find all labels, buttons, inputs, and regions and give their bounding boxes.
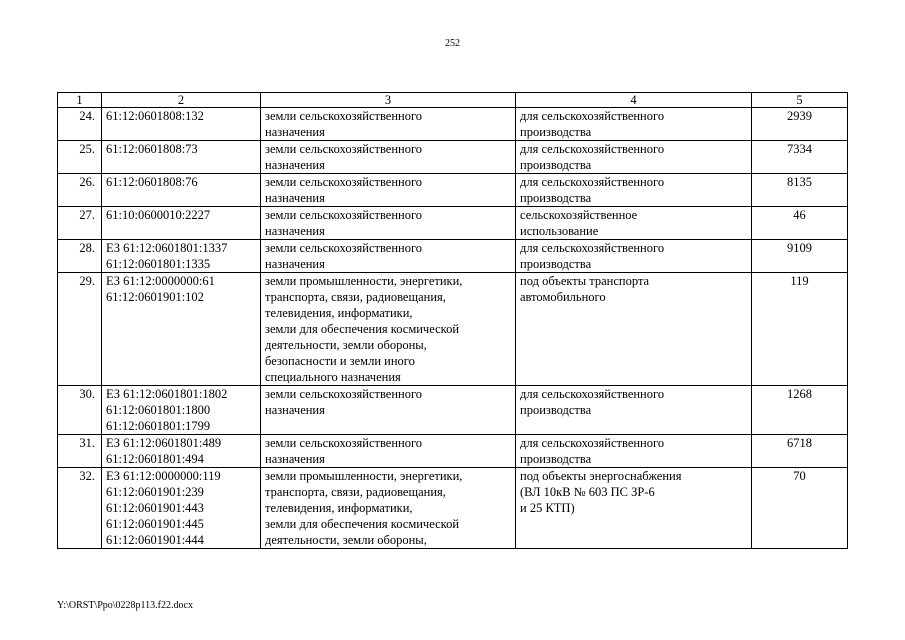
land-category: земли сельскохозяйственного назначения xyxy=(261,174,516,207)
table-row xyxy=(58,386,848,435)
table-row xyxy=(58,468,848,549)
header-col-3: 3 xyxy=(261,93,516,108)
table-row xyxy=(58,207,848,240)
row-number: 26. xyxy=(58,174,102,207)
permitted-use: под объекты энергоснабжения (ВЛ 10кВ № 603 ПС ЗР-6 и 25 КТП) xyxy=(516,468,752,549)
permitted-use: для сельскохозяйственного производства xyxy=(516,435,752,468)
permitted-use: для сельскохозяйственного производства xyxy=(516,108,752,141)
header-col-1: 1 xyxy=(58,93,102,108)
table-row xyxy=(58,108,848,141)
row-number: 29. xyxy=(58,273,102,386)
row-number: 31. xyxy=(58,435,102,468)
area-value: 7334 xyxy=(752,141,848,174)
row-number: 28. xyxy=(58,240,102,273)
land-category: земли сельскохозяйственного назначения xyxy=(261,435,516,468)
table-row xyxy=(58,273,848,386)
permitted-use: для сельскохозяйственного производства xyxy=(516,174,752,207)
area-value: 8135 xyxy=(752,174,848,207)
permitted-use: под объекты транспорта автомобильного xyxy=(516,273,752,386)
row-number: 24. xyxy=(58,108,102,141)
cadastral-number: 61:10:0600010:2227 xyxy=(102,207,261,240)
permitted-use: для сельскохозяйственного производства xyxy=(516,240,752,273)
area-value: 119 xyxy=(752,273,848,386)
land-category: земли сельскохозяйственного назначения xyxy=(261,386,516,435)
table-row xyxy=(58,174,848,207)
land-category: земли сельскохозяйственного назначения xyxy=(261,141,516,174)
area-value: 1268 xyxy=(752,386,848,435)
page-number: 252 xyxy=(445,38,460,49)
permitted-use: для сельскохозяйственного производства xyxy=(516,386,752,435)
cadastral-number: ЕЗ 61:12:0601801:489 61:12:0601801:494 xyxy=(102,435,261,468)
land-category: земли промышленности, энергетики, транспорта, связи, радиовещания, телевидения, информатики, земли для обеспечения космической деятельности, земли обороны, xyxy=(261,468,516,549)
cadastral-number: ЕЗ 61:12:0601801:1337 61:12:0601801:1335 xyxy=(102,240,261,273)
area-value: 70 xyxy=(752,468,848,549)
area-value: 6718 xyxy=(752,435,848,468)
header-row xyxy=(58,93,848,108)
permitted-use: сельскохозяйственное использование xyxy=(516,207,752,240)
header-col-4: 4 xyxy=(516,93,752,108)
row-number: 30. xyxy=(58,386,102,435)
area-value: 9109 xyxy=(752,240,848,273)
cadastral-number: 61:12:0601808:132 xyxy=(102,108,261,141)
document-file-path: Y:\ORST\Ppo\0228p113.f22.docx xyxy=(57,600,193,611)
row-number: 25. xyxy=(58,141,102,174)
cadastral-number: 61:12:0601808:73 xyxy=(102,141,261,174)
header-col-2: 2 xyxy=(102,93,261,108)
land-category: земли сельскохозяйственного назначения xyxy=(261,108,516,141)
cadastral-number: ЕЗ 61:12:0000000:119 61:12:0601901:239 61:12:0601901:443 61:12:0601901:445 61:12:0601901:444 xyxy=(102,468,261,549)
table-row xyxy=(58,240,848,273)
table-row xyxy=(58,435,848,468)
cadastral-number: 61:12:0601808:76 xyxy=(102,174,261,207)
row-number: 32. xyxy=(58,468,102,549)
land-category: земли сельскохозяйственного назначения xyxy=(261,207,516,240)
table-row xyxy=(58,141,848,174)
land-category: земли промышленности, энергетики, транспорта, связи, радиовещания, телевидения, информатики, земли для обеспечения космической деятельности, земли обороны, безопасности и земли иного специального назначения xyxy=(261,273,516,386)
area-value: 2939 xyxy=(752,108,848,141)
cadastral-number: ЕЗ 61:12:0601801:1802 61:12:0601801:1800 61:12:0601801:1799 xyxy=(102,386,261,435)
area-value: 46 xyxy=(752,207,848,240)
land-parcels-table xyxy=(57,92,848,549)
row-number: 27. xyxy=(58,207,102,240)
permitted-use: для сельскохозяйственного производства xyxy=(516,141,752,174)
land-category: земли сельскохозяйственного назначения xyxy=(261,240,516,273)
header-col-5: 5 xyxy=(752,93,848,108)
cadastral-number: ЕЗ 61:12:0000000:61 61:12:0601901:102 xyxy=(102,273,261,386)
